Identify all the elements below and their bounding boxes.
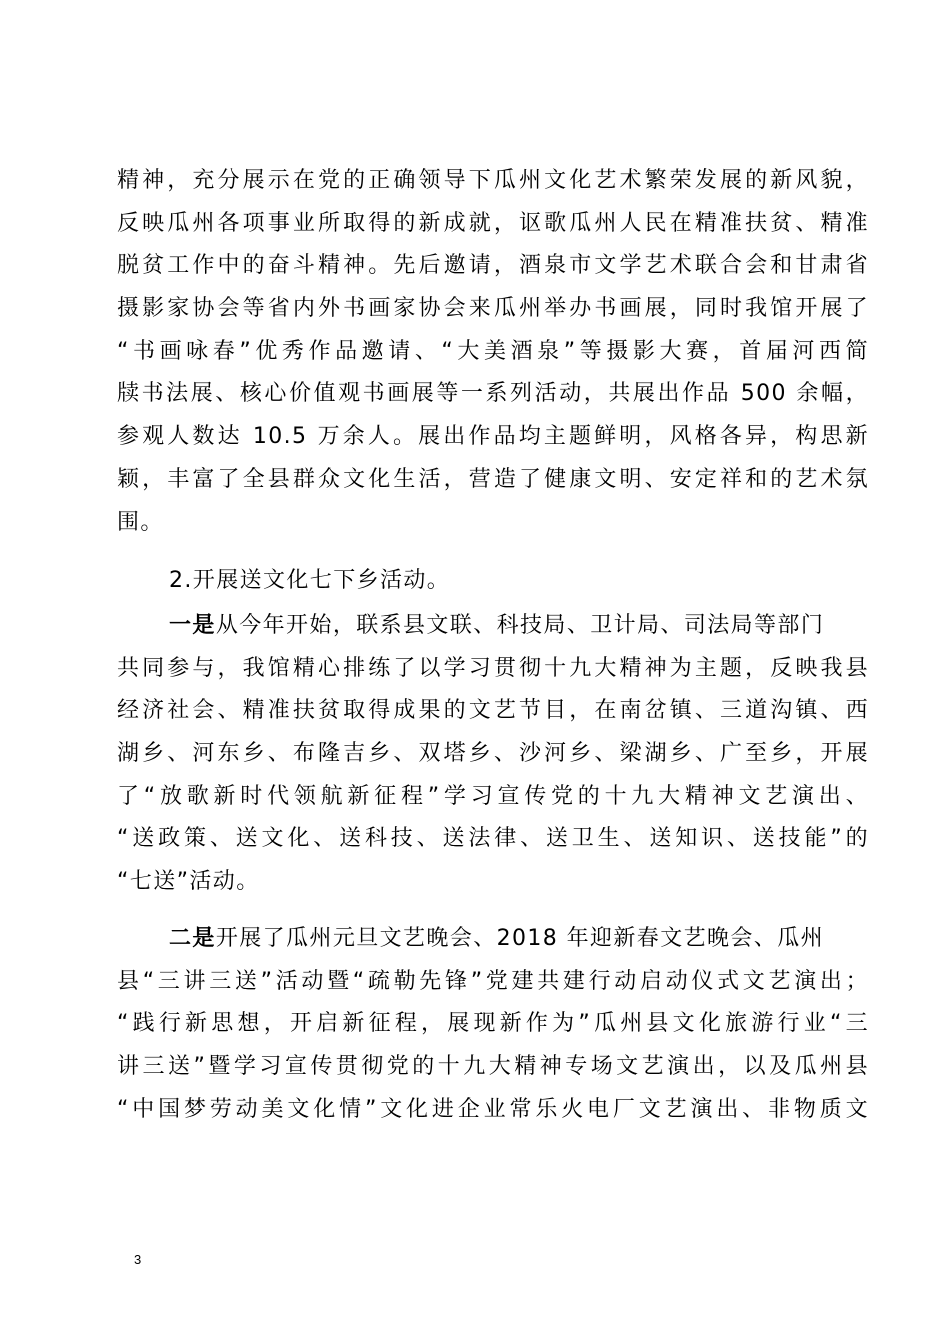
text-line: 共同参与，我馆精心排练了以学习贯彻十九大精神为主题，反映我县 bbox=[117, 655, 869, 681]
text-line: 脱贫工作中的奋斗精神。先后邀请，酒泉市文学艺术联合会和甘肃省 bbox=[117, 253, 869, 279]
heading-text: 2.开展送文化七下乡活动。 bbox=[169, 568, 451, 593]
text-line: “送政策、送文化、送科技、送法律、送卫生、送知识、送技能”的 bbox=[117, 826, 869, 852]
text-line: 围。 bbox=[117, 509, 164, 535]
page-number: 3 bbox=[134, 1252, 142, 1267]
text-line: “书画咏春”优秀作品邀请、“大美酒泉”等摄影大赛，首届河西简 bbox=[117, 338, 869, 364]
text-line-first bbox=[117, 605, 869, 648]
text-line: 了“放歌新时代领航新征程”学习宣传党的十九大精神文艺演出、 bbox=[117, 783, 869, 809]
paragraph-first-item bbox=[117, 605, 869, 904]
text-line: 牍书法展、核心价值观书画展等一系列活动，共展出作品 500 余幅， bbox=[117, 381, 869, 407]
text-span: 开展了瓜州元旦文艺晚会、2018 年迎新春文艺晚会、瓜州 bbox=[215, 926, 824, 951]
lead-label: 一是 bbox=[169, 613, 216, 638]
text-line: “践行新思想，开启新征程，展现新作为”瓜州县文化旅游行业“三 bbox=[117, 1011, 869, 1037]
section-heading bbox=[117, 560, 869, 603]
text-line: 讲三送”暨学习宣传贯彻党的十九大精神专场文艺演出，以及瓜州县 bbox=[117, 1054, 869, 1080]
text-line: “七送”活动。 bbox=[117, 869, 260, 895]
paragraph-second-item bbox=[117, 918, 869, 1131]
text-line: 精神，充分展示在党的正确领导下瓜州文化艺术繁荣发展的新风貌， bbox=[117, 168, 869, 193]
text-line: 参观人数达 10.5 万余人。展出作品均主题鲜明，风格各异，构思新 bbox=[117, 424, 869, 450]
paragraph-exhibitions bbox=[117, 160, 869, 544]
text-line: 反映瓜州各项事业所取得的新成就，讴歌瓜州人民在精准扶贫、精准 bbox=[117, 210, 869, 236]
lead-label: 二是 bbox=[169, 926, 216, 951]
text-line: 颖，丰富了全县群众文化生活，营造了健康文明、安定祥和的艺术氛 bbox=[117, 466, 869, 492]
text-line: 摄影家协会等省内外书画家协会来瓜州举办书画展，同时我馆开展了 bbox=[117, 296, 869, 322]
text-line: 湖乡、河东乡、布隆吉乡、双塔乡、沙河乡、梁湖乡、广至乡，开展 bbox=[117, 741, 869, 767]
text-line: “中国梦劳动美文化情”文化进企业常乐火电厂文艺演出、非物质文 bbox=[117, 1096, 869, 1122]
text-line-first bbox=[117, 918, 869, 961]
text-span: 从今年开始，联系县文联、科技局、卫计局、司法局等部门 bbox=[215, 613, 825, 638]
text-line: 经济社会、精准扶贫取得成果的文艺节目，在南岔镇、三道沟镇、西 bbox=[117, 698, 869, 724]
text-line: 县“三讲三送”活动暨“疏勒先锋”党建共建行动启动仪式文艺演出； bbox=[117, 968, 869, 994]
